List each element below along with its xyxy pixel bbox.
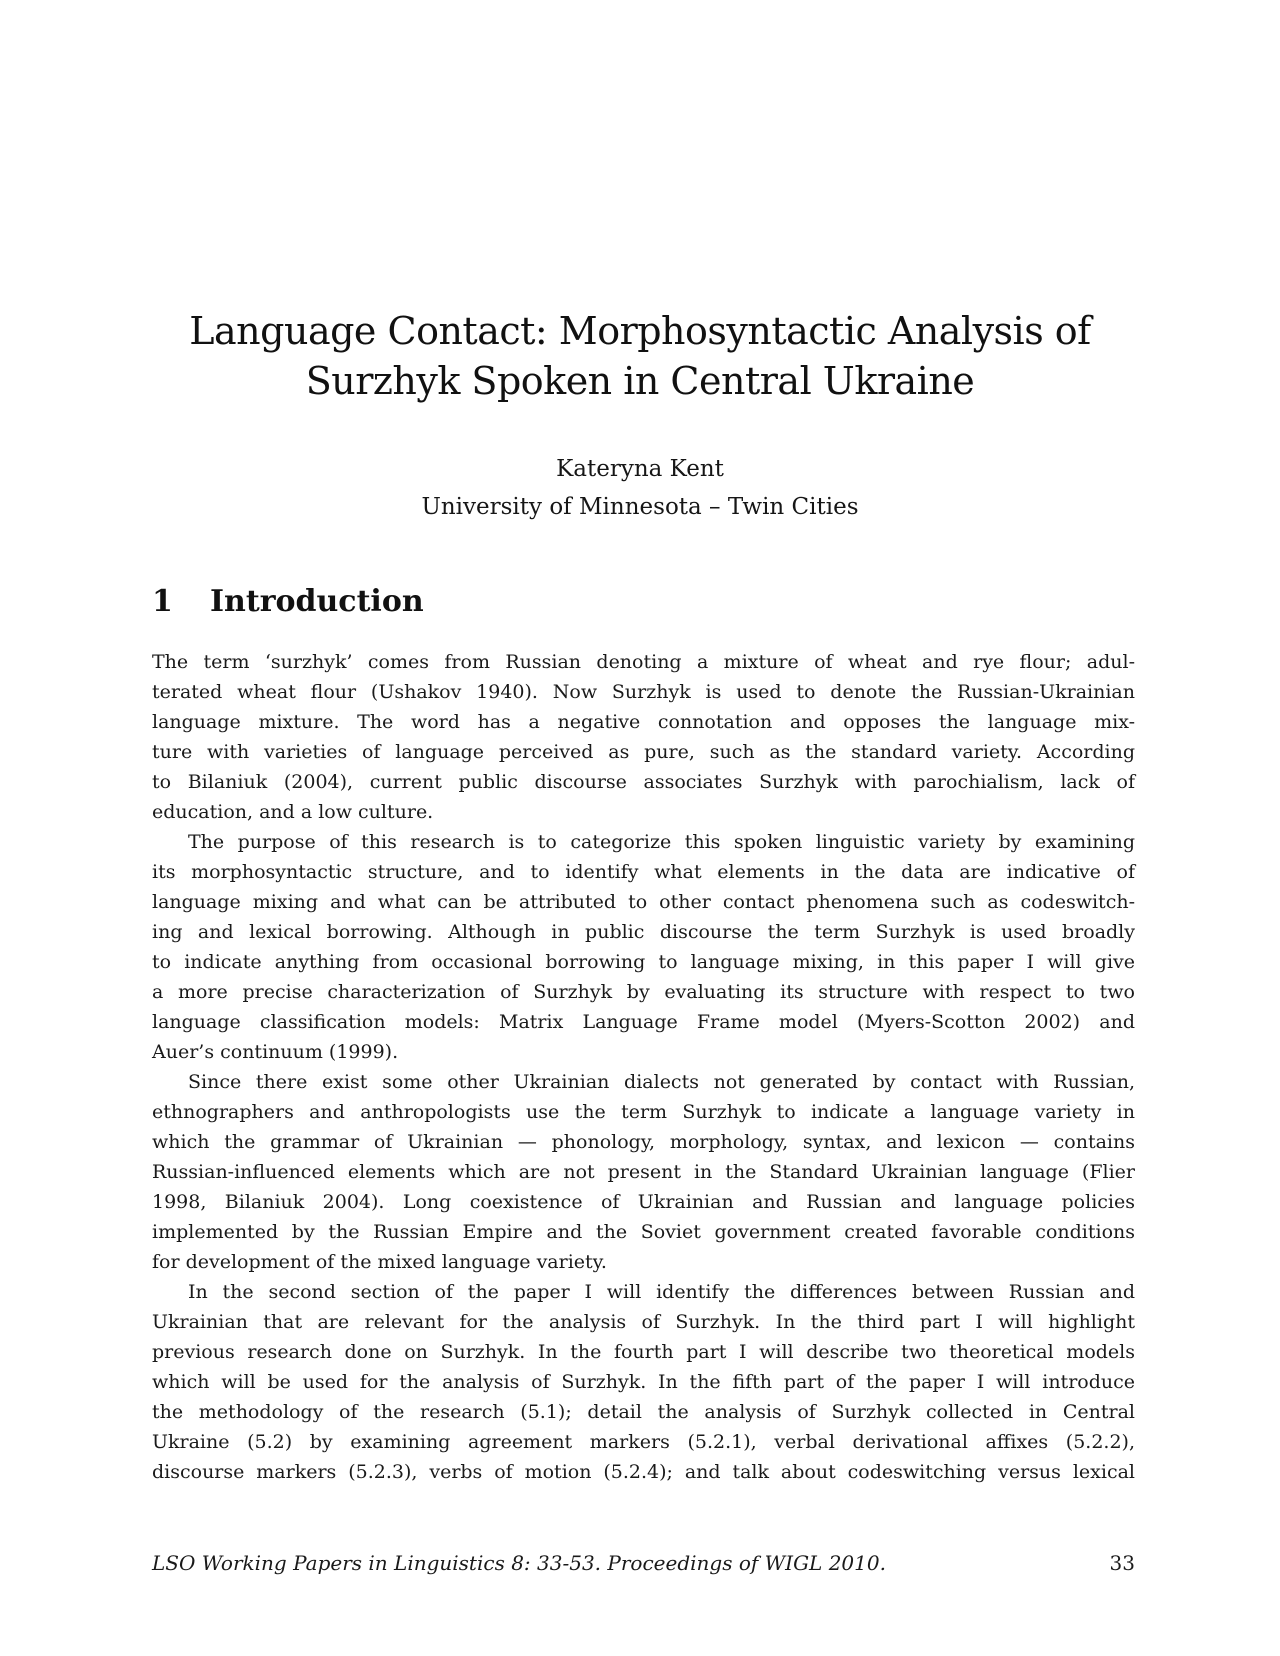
text-line: implemented by the Russian Empire and the Soviet government created favorable conditions (152, 1221, 1135, 1243)
text-line: Russian-influenced elements which are not present in the Standard Ukrainian language (Flier (152, 1161, 1135, 1183)
text-line: Ukraine (5.2) by examining agreement markers (5.2.1), verbal derivational affixes (5.2.2), (152, 1431, 1135, 1453)
text-line: Ukrainian that are relevant for the analysis of Surzhyk. In the third part I will highlight (152, 1311, 1135, 1333)
text-line: its morphosyntactic structure, and to identify what elements in the data are indicative of (152, 861, 1135, 883)
text-line: ture with varieties of language perceived as pure, such as the standard variety. According (152, 741, 1135, 763)
text-line: ing and lexical borrowing. Although in public discourse the term Surzhyk is used broadly (152, 921, 1135, 943)
text-line: ethnographers and anthropologists use the term Surzhyk to indicate a language variety in (152, 1101, 1135, 1123)
page-number: 33 (1109, 1551, 1135, 1575)
text-line: language classification models: Matrix Language Frame model (Myers-Scotton 2002) and (152, 1011, 1135, 1033)
footer-citation: LSO Working Papers in Linguistics 8: 33-53. Proceedings of WIGL 2010. (152, 1551, 886, 1575)
text-line: education, and a low culture. (152, 801, 434, 823)
paragraph-1 (152, 647, 1135, 827)
text-line: which the grammar of Ukrainian — phonology, morphology, syntax, and lexicon — contains (152, 1131, 1135, 1153)
text-line: terated wheat flour (Ushakov 1940). Now Surzhyk is used to denote the Russian-Ukrainian (152, 681, 1135, 703)
text-line: a more precise characterization of Surzhyk by evaluating its structure with respect to two (152, 981, 1135, 1003)
section-heading (152, 582, 424, 622)
text-line: for development of the mixed language variety. (152, 1251, 607, 1273)
text-line: The purpose of this research is to categorize this spoken linguistic variety by examining (188, 831, 1135, 853)
title-line-1: Language Contact: Morphosyntactic Analysis of (189, 309, 1091, 353)
text-line: the methodology of the research (5.1); detail the analysis of Surzhyk collected in Central (152, 1401, 1135, 1423)
paragraph-4 (152, 1277, 1135, 1487)
paragraph-3 (152, 1067, 1135, 1277)
author-affiliation: University of Minnesota – Twin Cities (421, 494, 859, 520)
text-line: The term ‘surzhyk’ comes from Russian denoting a mixture of wheat and rye flour; adul- (152, 651, 1135, 673)
text-line: which will be used for the analysis of Surzhyk. In the fifth part of the paper I will introduce (152, 1371, 1135, 1393)
body-text (152, 647, 1135, 1487)
section-title: Introduction (210, 584, 424, 619)
author-block (0, 450, 1280, 526)
text-line: Auer’s continuum (1999). (152, 1041, 399, 1063)
paper-title (0, 306, 1280, 406)
title-line-2: Surzhyk Spoken in Central Ukraine (305, 359, 975, 403)
author-name: Kateryna Kent (556, 456, 724, 482)
text-line: to indicate anything from occasional borrowing to language mixing, in this paper I will give (152, 951, 1135, 973)
text-line: 1998, Bilaniuk 2004). Long coexistence of Ukrainian and Russian and language policies (152, 1191, 1135, 1213)
text-line: language mixture. The word has a negative connotation and opposes the language mix- (152, 711, 1135, 733)
text-line: Since there exist some other Ukrainian dialects not generated by contact with Russian, (188, 1071, 1135, 1093)
text-line: In the second section of the paper I will identify the differences between Russian and (188, 1281, 1135, 1303)
paragraph-2 (152, 827, 1135, 1067)
text-line: discourse markers (5.2.3), verbs of motion (5.2.4); and talk about codeswitching versus lexical (152, 1461, 1135, 1483)
section-number: 1 (152, 584, 173, 619)
page-footer (152, 1548, 1135, 1578)
text-line: previous research done on Surzhyk. In the fourth part I will describe two theoretical models (152, 1341, 1135, 1363)
text-line: language mixing and what can be attributed to other contact phenomena such as codeswitch- (152, 891, 1135, 913)
text-line: to Bilaniuk (2004), current public discourse associates Surzhyk with parochialism, lack of (152, 771, 1135, 793)
